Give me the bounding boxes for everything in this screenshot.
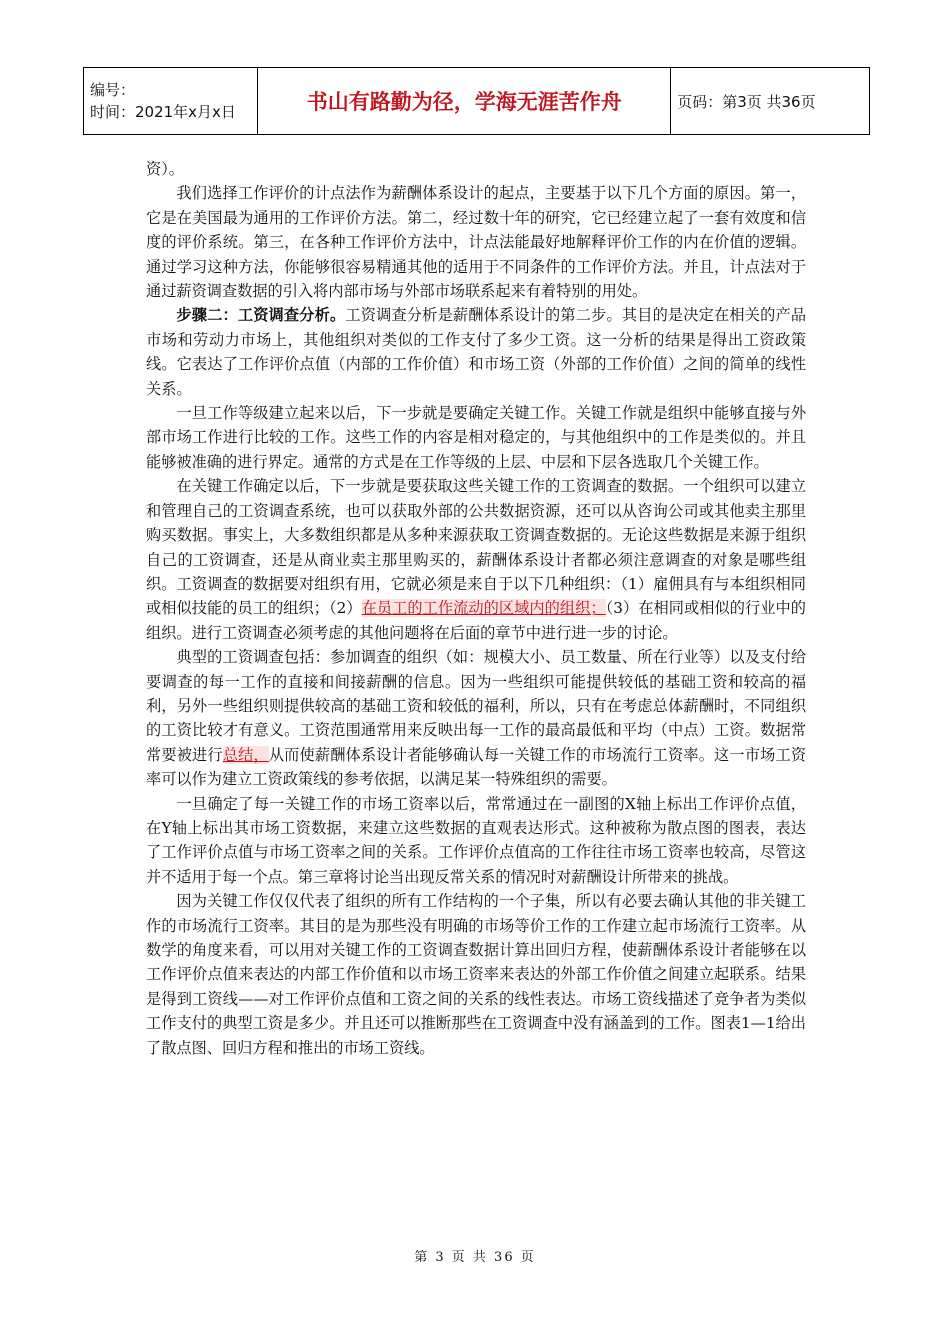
- header-table: [83, 67, 870, 135]
- paragraph: 一旦确定了每一关键工作的市场工资率以后，常常通过在一副图的X轴上标出工作评价点值，在Y轴上标出其市场工资数据，来建立这些数据的直观表达形式。这种被称为散点图的图表，表达了工作评价点值与市场工资率之间的关系。工作评价点值高的工作往往市场工资率也较高，尽管这并不适用于每一个点。第三章将讨论当出现反常关系的情况时对薪酬设计所带来的挑战。: [146, 794, 806, 886]
- paragraph-text: 典型的工资调查包括：参加调查的组织（如：规模大小、员工数量、所在行业等）以及支付给要调查的每一工作的直接和间接薪酬的信息。因为一些组织可能提供较低的基础工资和较高的福利，另外一些组织则提供较高的基础工资和较低的福利，所以，只有在考虑总体薪酬时，不同组织的工资比较才有意义。工资范围通常用来反映出每一工作的最高最低和平均（中点）工资。数据常常要被进行: [146, 648, 806, 764]
- paragraph: 我们选择工作评价的计点法作为薪酬体系设计的起点，主要基于以下几个方面的原因。第一，它是在美国最为通用的工作评价方法。第二，经过数十年的研究，它已经建立起了一套有效度和信度的评价系统。第三，在各种工作评价方法中，计点法能最好地解释评价工作的内在价值的逻辑。通过学习这种方法，你能够很容易精通其他的适用于不同条件的工作评价方法。并且，计点法对于通过薪资调查数据的引入将内部市场与外部市场联系起来有着特别的用处。: [146, 184, 806, 301]
- document-body: [146, 157, 806, 1060]
- paragraph: [146, 303, 806, 401]
- paragraph-text: 从而使薪酬体系设计者能够确认每一关键工作的市场流行工资率。这一市场工资率可以作为建立工资政策线的参考依据，以满足某一特殊组织的需要。: [146, 745, 807, 789]
- header-page-info: 页码：第3页 共36页: [671, 68, 870, 135]
- header-meta: [84, 68, 258, 135]
- paragraph: 资）。: [146, 160, 184, 178]
- document-time-label: 时间：2021年x月x日: [90, 103, 236, 121]
- highlighted-text: 总结，: [222, 745, 269, 764]
- paragraph-text: 在关键工作确定以后，下一步就是要获取这些关键工作的工资调查的数据。一个组织可以建立和管理自己的工资调查系统，也可以获取外部的公共数据资源，还可以从咨询公司或其他卖主那里购买数据。事实上，大多数组织都是从多种来源获取工资调查数据的。无论这些数据是来源于组织自己的工资调查，还是从商业卖主那里购买的，薪酬体系设计者都必须注意调查的对象是哪些组织。工资调查的数据要对组织有用，它就必须是来自于以下几种组织：（1）雇佣具有与本组织相同或相似技能的员工的组织；（2）: [146, 477, 806, 618]
- paragraph: 因为关键工作仅仅代表了组织的所有工作结构的一个子集，所以有必要去确认其他的非关键工作的市场流行工资率。其目的是为那些没有明确的市场等价工作的工作建立起市场流行工资率。从数学的角度来看，可以用对关键工作的工资调查数据计算出回归方程，使薪酬体系设计者能够在以工作评价点值来表达的内部工作价值和以市场工资率来表达的外部工作价值之间建立起联系。结果是得到工资线——对工作评价点值和工资之间的关系的线性表达。市场工资线描述了竞争者为类似工作支付的典型工资是多少。并且还可以推断那些在工资调查中没有涵盖到的工作。图表1—1给出了散点图、回归方程和推出的市场工资线。: [146, 892, 806, 1057]
- paragraph-text: 工资调查分析是薪酬体系设计的第二步。其目的是决定在相关的产品市场和劳动力市场上，其他组织对类似的工作支付了多少工资。这一分析的结果是得出工资政策线。它表达了工作评价点值（内部的工作价值）和市场工资（外部的工作价值）之间的简单的线性关系。: [146, 306, 807, 398]
- step-heading: 步骤二：工资调查分析。: [176, 306, 346, 325]
- paragraph-text: （3）在相同或相似的行业中的组织。进行工资调查必须考虑的其他问题将在后面的章节中进行进一步的讨论。: [146, 599, 806, 642]
- page-footer: 第 3 页 共 36 页: [414, 1250, 536, 1265]
- highlighted-text: 在员工的工作流动的区域内的组织；: [361, 599, 606, 618]
- paragraph: [146, 645, 806, 791]
- paragraph: [146, 474, 806, 645]
- header-motto: 书山有路勤为径，学海无涯苦作舟: [258, 68, 671, 135]
- paragraph: 一旦工作等级建立起来以后，下一步就是要确定关键工作。关键工作就是组织中能够直接与外部市场工作进行比较的工作。这些工作的内容是相对稳定的，与其他组织中的工作是类似的。并且能够被准确的进行界定。通常的方式是在工作等级的上层、中层和下层各选取几个关键工作。: [146, 404, 806, 471]
- document-number-label: 编号：: [90, 81, 136, 99]
